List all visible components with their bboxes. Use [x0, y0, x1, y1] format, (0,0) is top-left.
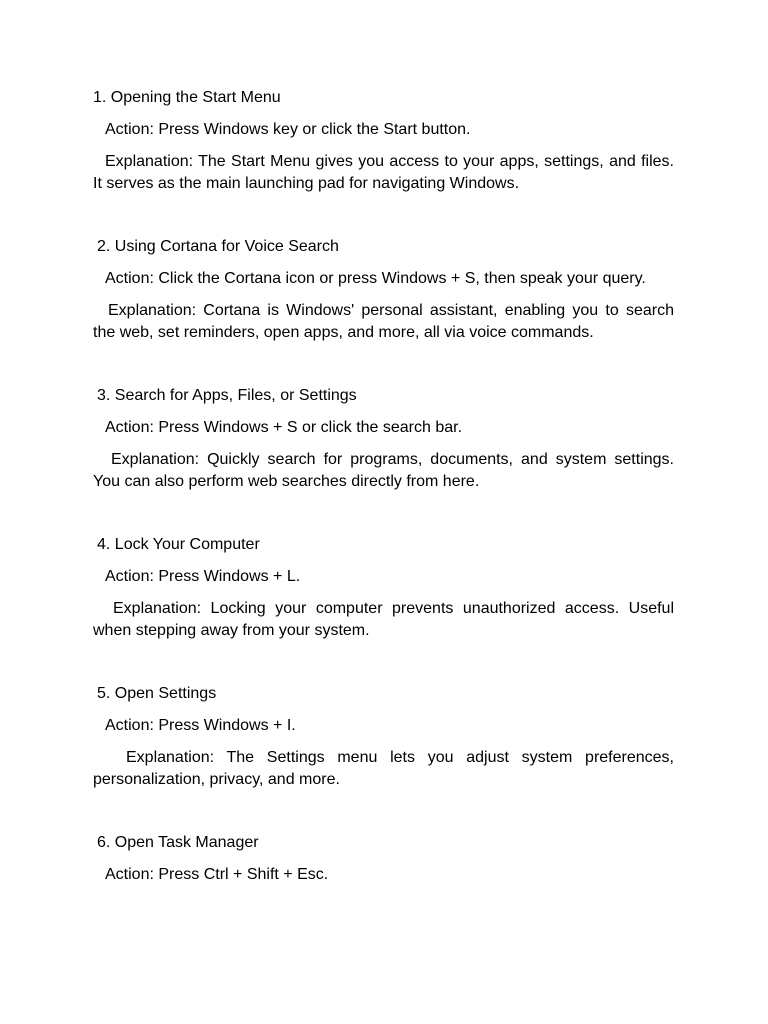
section-lock	[93, 534, 674, 642]
section-settings	[93, 683, 674, 791]
section-explanation-text: Explanation: The Settings menu lets you adjust system preferences, personalization, privacy, and more.	[93, 749, 674, 788]
section-action: Action: Press Ctrl + Shift + Esc.	[105, 866, 329, 883]
section-explanation-text: Explanation: Cortana is Windows' personal assistant, enabling you to search the web, set reminders, open apps, and more, all via voice commands.	[93, 302, 674, 341]
section-action: Action: Click the Cortana icon or press Windows + S, then speak your query.	[105, 270, 646, 287]
section-action: Action: Press Windows key or click the Start button.	[105, 121, 471, 138]
section-heading: 6. Open Task Manager	[97, 834, 259, 851]
section-action: Action: Press Windows + I.	[105, 717, 296, 734]
section-heading: 1. Opening the Start Menu	[93, 89, 281, 106]
section-explanation	[93, 300, 674, 344]
section-heading: 5. Open Settings	[97, 685, 217, 702]
section-explanation-text: Explanation: The Start Menu gives you access to your apps, settings, and files. It serves as the main launching pad for navigating Windows.	[93, 153, 674, 192]
section-task-manager	[93, 832, 674, 886]
section-heading: 2. Using Cortana for Voice Search	[97, 238, 339, 255]
section-heading: 3. Search for Apps, Files, or Settings	[97, 387, 357, 404]
section-explanation-text: Explanation: Quickly search for programs, documents, and system settings. You can also perform web searches directly from here.	[93, 451, 674, 490]
section-explanation-text: Explanation: Locking your computer prevents unauthorized access. Useful when stepping away from your system.	[93, 600, 674, 639]
section-action: Action: Press Windows + L.	[105, 568, 301, 585]
section-search	[93, 385, 674, 493]
section-explanation	[93, 747, 674, 791]
section-explanation	[93, 598, 674, 642]
section-explanation	[93, 151, 674, 195]
section-heading: 4. Lock Your Computer	[97, 536, 260, 553]
section-action: Action: Press Windows + S or click the search bar.	[105, 419, 463, 436]
section-cortana	[93, 236, 674, 344]
section-start-menu	[93, 87, 674, 195]
section-explanation	[93, 449, 674, 493]
document-body	[93, 87, 674, 927]
